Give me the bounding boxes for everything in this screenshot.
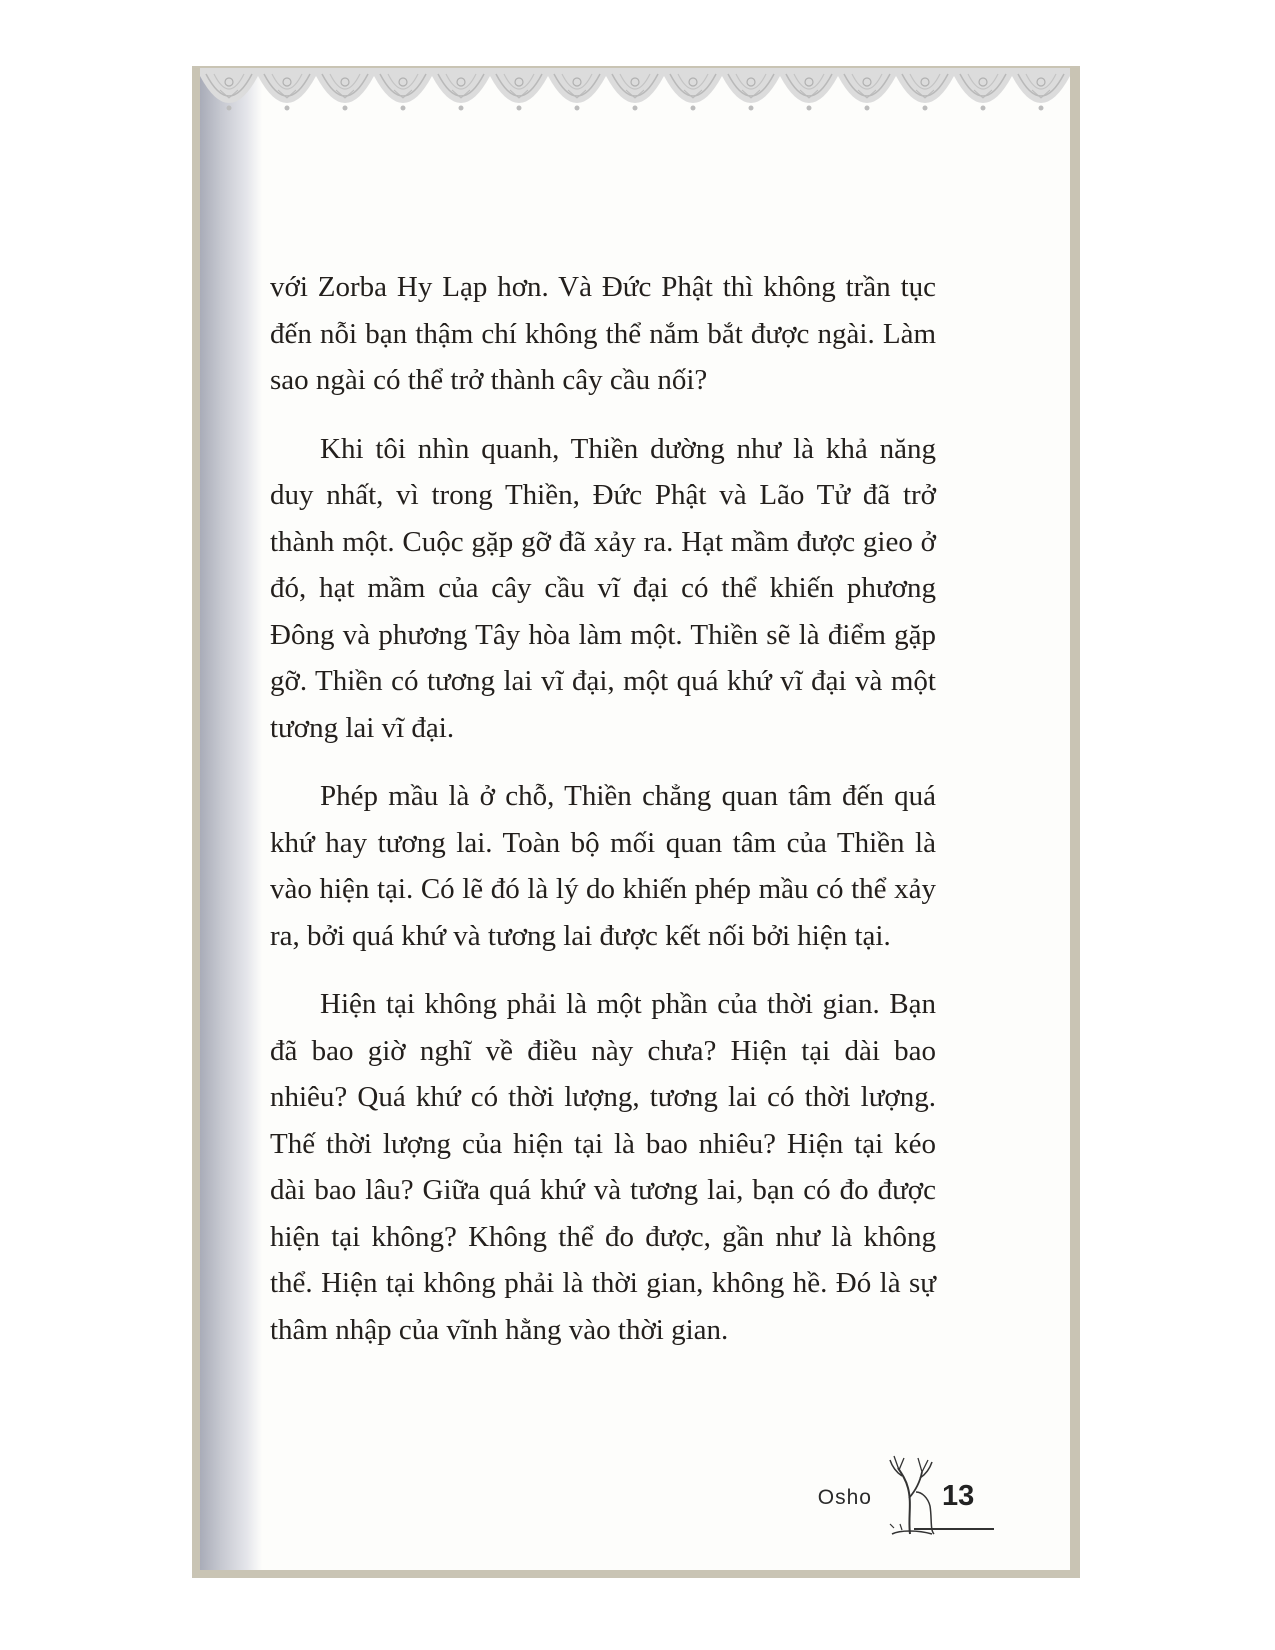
page-footer <box>810 1448 1070 1538</box>
footer-rule <box>914 1528 994 1530</box>
paragraph-3: Phép mầu là ở chỗ, Thiền chẳng quan tâm đến quá khứ hay tương lai. Toàn bộ mối quan tâm của Thiền là vào hiện tại. Có lẽ đó là lý do khiến phép mầu có thể xảy ra, bởi quá khứ và tương lai được kết nối bởi hiện tại. <box>270 780 936 952</box>
page-number: 13 <box>942 1480 975 1512</box>
body-text <box>270 264 936 1375</box>
lace-ornament-border <box>200 68 1070 130</box>
paragraph-2: Khi tôi nhìn quanh, Thiền dường như là khả năng duy nhất, vì trong Thiền, Đức Phật và Lão Tử đã trở thành một. Cuộc gặp gỡ đã xảy ra. Hạt mầm được gieo ở đó, hạt mầm của cây cầu vĩ đại có thể khiến phương Đông và phương Tây hòa làm một. Thiền sẽ là điểm gặp gỡ. Thiền có tương lai vĩ đại, một quá khứ vĩ đại và một tương lai vĩ đại. <box>270 432 936 744</box>
spine-shadow <box>200 68 262 1570</box>
paragraph-1: với Zorba Hy Lạp hơn. Và Đức Phật thì không trần tục đến nỗi bạn thậm chí không thể nắm bắt được ngài. Làm sao ngài có thể trở thành cây cầu nối? <box>270 271 936 396</box>
paragraph-4: Hiện tại không phải là một phần của thời gian. Bạn đã bao giờ nghĩ về điều này chưa? Hiện tại dài bao nhiêu? Quá khứ có thời lượng, tương lai có thời lượng. Thế thời lượng của hiện tại là bao nhiêu? Hiện tại kéo dài bao lâu? Giữa quá khứ và tương lai, bạn có đo được hiện tại không? Không thể đo được, gần như là không thể. Hiện tại không phải là thời gian, không hề. Đó là sự thâm nhập của vĩnh hằng vào thời gian. <box>270 988 936 1346</box>
book-page <box>200 68 1070 1570</box>
author-name: Osho <box>817 1486 872 1509</box>
tree-icon <box>872 1448 942 1538</box>
